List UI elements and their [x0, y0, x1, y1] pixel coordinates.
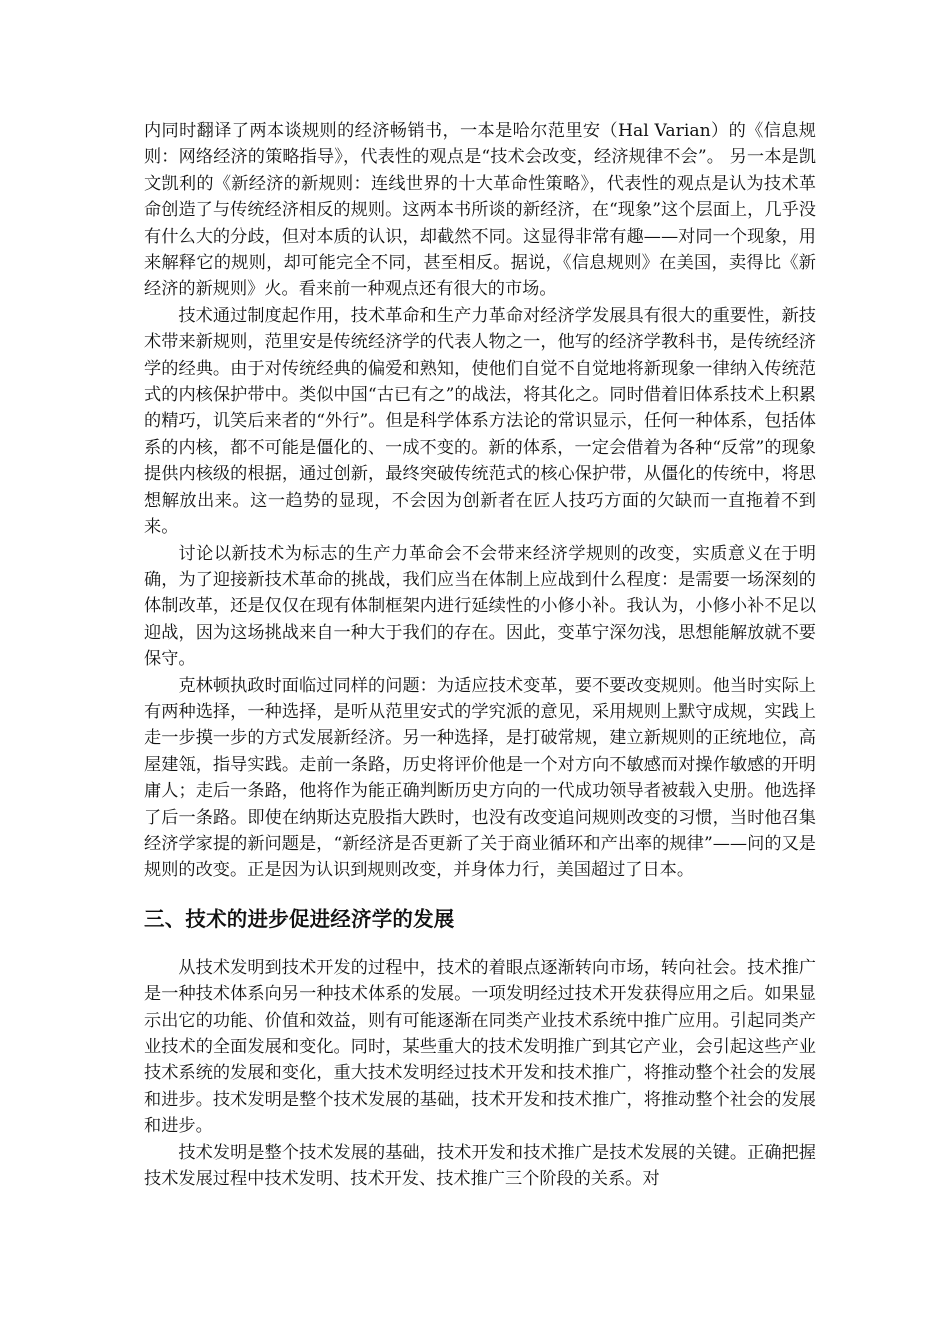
section-heading: 三、技术的进步促进经济学的发展: [144, 906, 455, 931]
paragraph-clinton-example: 克林顿执政时面临过同样的问题：为适应技术变革，要不要改变规则。他当时实际上有两种选择，一种选择，是听从范里安式的学究派的意见，采用规则上默守成规，实践上走一步摸一步的方式发展新经济。另一种选择，是打破常规，建立新规则的正统地位，高屋建瓴，指导实践。走前一条路，历史将评价他是一个对方向不敏感而对操作敏感的开明庸人；走后一条路，他将作为能正确判断历史方向的一代成功领导者被载入史册。他选择了后一条路。即使在纳斯达克股指大跌时，也没有改变追问规则改变的习惯，当时他召集经济学家提的新问题是，“新经济是否更新了关于商业循环和产出率的规律”——问的又是规则的改变。正是因为认识到规则改变，并身体力行，美国超过了日本。: [144, 675, 816, 881]
paragraph-book-comparison: 内同时翻译了两本谈规则的经济畅销书，一本是哈尔范里安（Hal Varian）的《信息规则：网络经济的策略指导》，代表性的观点是“技术会改变，经济规律不会”。 另一本是凯文凯利的《新经济的新规则：连线世界的十大革命性策略》，代表性的观点是认为技术革命创造了与传统经济相反的规则。这两本书所谈的新经济，在“现象”这个层面上，几乎没有什么大的分歧，但对本质的认识，却截然不同。这显得非常有趣——对同一个现象，用来解释它的规则，却可能完全不同，甚至相反。据说，《信息规则》在美国，卖得比《新经济的新规则》火。看来前一种观点还有很大的市场。: [144, 121, 816, 300]
paragraph-technology-and-institutions: 技术通过制度起作用，技术革命和生产力革命对经济学发展具有很大的重要性，新技术带来新规则，范里安是传统经济学的代表人物之一，他写的经济学教科书，是传统经济学的经典。由于对传统经典的偏爱和熟知，使他们自觉不自觉地将新现象一律纳入传统范式的内核保护带中。类似中国“古已有之”的战法，将其化之。同时借着旧体系技术上积累的精巧，讥笑后来者的“外行”。但是科学体系方法论的常识显示，任何一种体系，包括体系的内核，都不可能是僵化的、一成不变的。新的体系，一定会借着为各种“反常”的现象提供内核级的根据，通过创新，最终突破传统范式的核心保护带，从僵化的传统中，将思想解放出来。这一趋势的显现，不会因为创新者在匠人技巧方面的欠缺而一直拖着不到来。: [144, 305, 816, 538]
paragraph-technology-promotion: 从技术发明到技术开发的过程中，技术的着眼点逐渐转向市场，转向社会。技术推广是一种技术体系向另一种技术体系的发展。一项发明经过技术开发获得应用之后。如果显示出它的功能、价值和效益，则有可能逐渐在同类产业技术系统中推广应用。引起同类产业技术的全面发展和变化。同时，某些重大的技术发明推广到其它产业，会引起这些产业技术系统的发展和变化，重大技术发明经过技术开发和技术推广，将推动整个社会的发展和进步。技术发明是整个技术发展的基础，技术开发和技术推广，将推动整个社会的发展和进步。: [144, 957, 816, 1137]
paragraph-technology-development-relationship: 技术发明是整个技术发展的基础，技术开发和技术推广是技术发展的关键。正确把握技术发展过程中技术发明、技术开发、技术推广三个阶段的关系。对: [144, 1142, 816, 1190]
paragraph-institutional-reform: 讨论以新技术为标志的生产力革命会不会带来经济学规则的改变，实质意义在于明确，为了迎接新技术革命的挑战，我们应当在体制上应战到什么程度：是需要一场深刻的体制改革，还是仅仅在现有体制框架内进行延续性的小修小补。我认为，小修小补不足以迎战，因为这场挑战来自一种大于我们的存在。因此，变革宁深勿浅，思想能解放就不要保守。: [144, 543, 816, 670]
document-body: [144, 118, 816, 1192]
